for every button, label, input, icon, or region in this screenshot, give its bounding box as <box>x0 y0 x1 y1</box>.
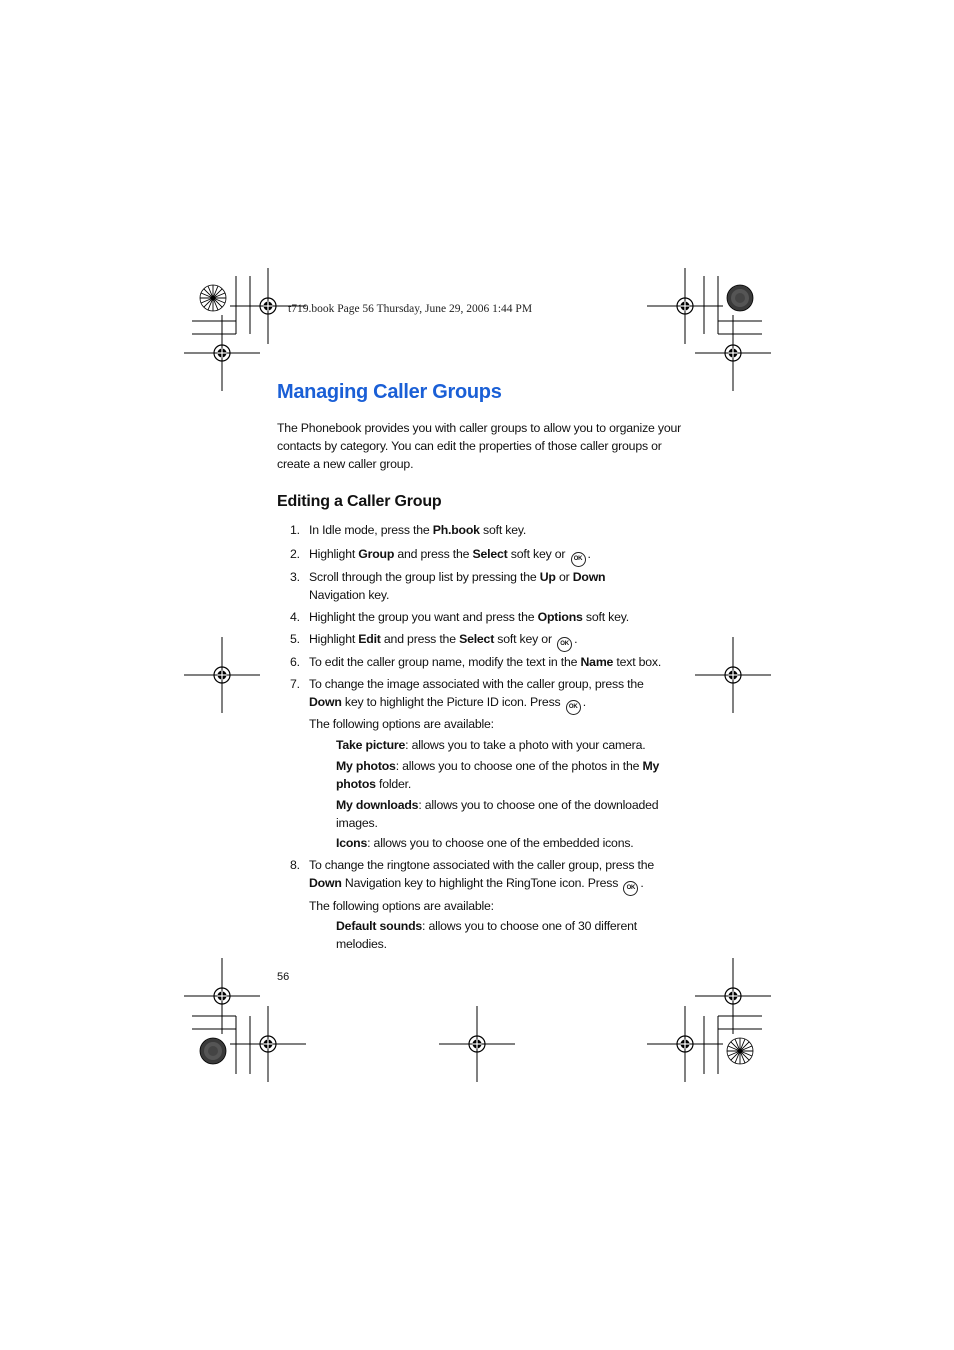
key-name: Select <box>459 632 495 646</box>
step-number: 3. <box>290 570 300 584</box>
option-my-photos <box>336 757 659 793</box>
step-text: To edit the caller group name, modify the text in the <box>309 655 581 669</box>
step-text: Highlight <box>309 632 359 646</box>
option-default-sounds <box>336 917 637 953</box>
option-take-picture <box>336 736 645 754</box>
step-text: soft key or <box>494 632 552 646</box>
page-number: 56 <box>277 971 290 983</box>
step-number: 8. <box>290 858 300 872</box>
step-number: 7. <box>290 677 300 691</box>
step-text: Navigation key. <box>309 588 390 602</box>
option-name: Take picture <box>336 738 406 752</box>
option-text: : allows you to choose one of 30 different <box>422 919 637 933</box>
section-title: Editing a Caller Group <box>277 493 442 510</box>
step-text: Scroll through the group list by pressing the <box>309 570 540 584</box>
step-text: In Idle mode, press the <box>309 523 433 537</box>
options-note: The following options are available: <box>309 899 494 913</box>
step-number: 4. <box>290 610 300 624</box>
intro-paragraph <box>277 419 682 473</box>
key-name: Select <box>472 547 508 561</box>
option-name: My downloads <box>336 798 419 812</box>
ok-key-icon: OK <box>623 881 638 896</box>
step-text: Highlight <box>309 547 359 561</box>
step-text: soft key. <box>479 523 527 537</box>
key-name: Down <box>572 570 606 584</box>
options-note: The following options are available: <box>309 717 494 731</box>
step-text: . <box>582 695 586 709</box>
step-text: . <box>640 876 644 890</box>
step-number: 6. <box>290 655 300 669</box>
option-text: : allows you to choose one of the photos in the <box>395 759 643 773</box>
option-text: : allows you to choose one of the embedded icons. <box>367 836 634 850</box>
step-text: To change the ringtone associated with the caller group, press the <box>309 858 654 872</box>
step-number: 1. <box>290 523 300 537</box>
step-text: key to highlight the Picture ID icon. Press <box>341 695 561 709</box>
step-text: or <box>555 570 573 584</box>
step-number: 2. <box>290 547 300 561</box>
field-name: Name <box>580 655 614 669</box>
key-name: Up <box>539 570 556 584</box>
step-text: Highlight the group you want and press the <box>309 610 538 624</box>
ok-key-icon: OK <box>571 552 586 567</box>
book-header-info: t719.book Page 56 Thursday, June 29, 2006 1:44 PM <box>288 303 533 315</box>
option-name: Icons <box>336 836 368 850</box>
option-my-downloads <box>336 796 658 832</box>
intro-line: contacts by category. You can edit the properties of those caller groups or <box>277 439 662 453</box>
page-title: Managing Caller Groups <box>277 381 502 403</box>
option-text: : allows you to take a photo with your camera. <box>405 738 646 752</box>
key-name: Options <box>537 610 583 624</box>
step-text: and press the <box>380 632 460 646</box>
key-name: Ph.book <box>432 523 480 537</box>
step-text: To change the image associated with the caller group, press the <box>309 677 644 691</box>
step-text: . <box>587 547 591 561</box>
menu-name: Group <box>358 547 395 561</box>
option-text: images. <box>336 816 378 830</box>
intro-line: The Phonebook provides you with caller groups to allow you to organize your <box>277 421 682 435</box>
step-text: soft key or <box>507 547 566 561</box>
ok-key-icon: OK <box>566 700 581 715</box>
intro-line: create a new caller group. <box>277 457 414 471</box>
option-icons <box>336 834 634 852</box>
step-text: soft key. <box>582 610 629 624</box>
folder-name: photos <box>336 777 376 791</box>
step-text: Navigation key to highlight the RingTone icon. Press <box>341 876 619 890</box>
ok-key-icon: OK <box>557 637 572 652</box>
option-name: My photos <box>336 759 396 773</box>
option-text: : allows you to choose one of the downloaded <box>418 798 659 812</box>
option-text: folder. <box>375 777 412 791</box>
folder-name: My <box>642 759 660 773</box>
option-text: melodies. <box>336 937 387 951</box>
option-name: Default sounds <box>336 919 423 933</box>
key-name: Down <box>309 876 342 890</box>
step-text: and press the <box>394 547 473 561</box>
key-name: Down <box>309 695 342 709</box>
menu-name: Edit <box>358 632 381 646</box>
step-text: . <box>574 632 578 646</box>
step-number: 5. <box>290 632 300 646</box>
step-text: text box. <box>613 655 662 669</box>
